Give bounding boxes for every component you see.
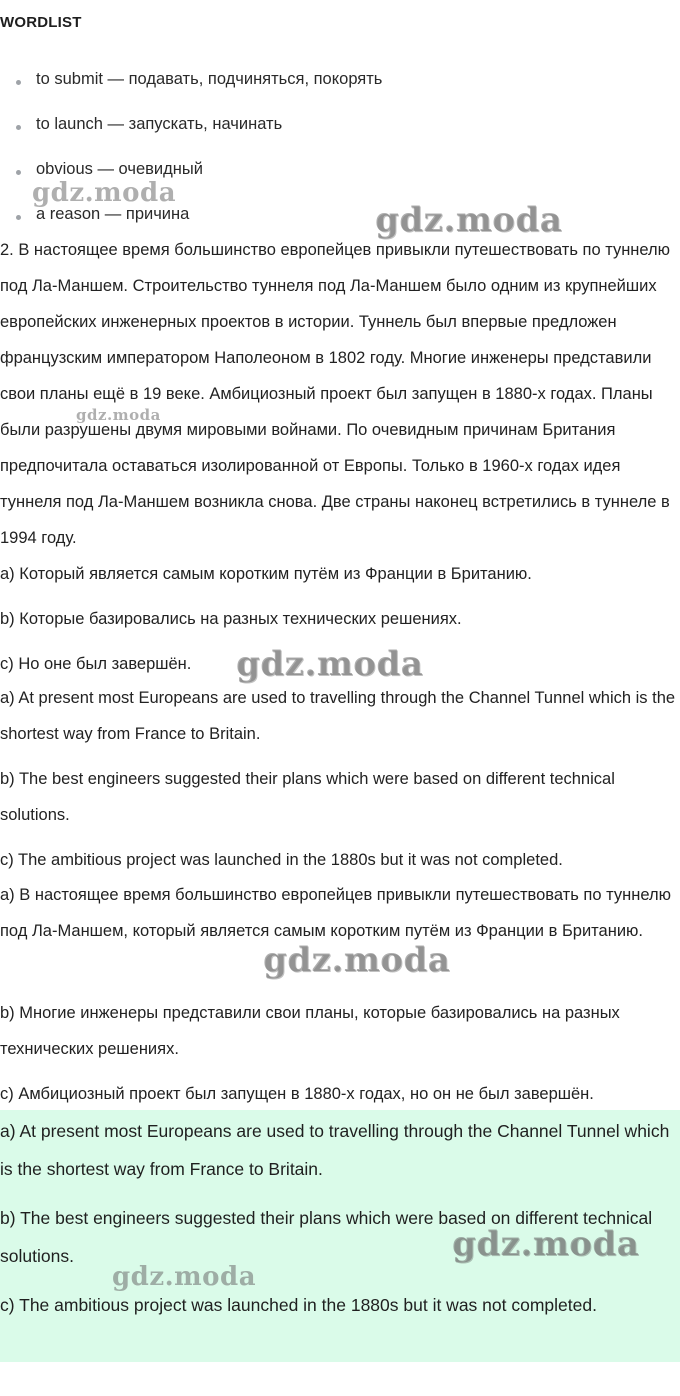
answer-ru: b) Многие инженеры представили свои планы, которые базировались на разных технических решениях. — [0, 1004, 620, 1058]
final-answer-en: b) The best engineers suggested their plans which were based on different technical solutions. — [0, 1208, 653, 1266]
wordlist-item: to launch — запускать, начинать — [36, 115, 283, 133]
final-answer-en: a) At present most Europeans are used to travelling through the Channel Tunnel which is the shortest way from France to Britain. — [0, 1121, 670, 1179]
bullet — [16, 215, 21, 220]
watermark: gdz.moda — [452, 1224, 640, 1264]
wordlist-item: a reason — причина — [36, 205, 190, 223]
clause-ru: a) Который является самым коротким путём из Франции в Британию. — [0, 565, 532, 583]
bullet — [16, 80, 21, 85]
watermark: gdz.moda — [76, 406, 161, 424]
bullet — [16, 170, 21, 175]
watermark: gdz.moda — [375, 200, 563, 240]
watermark: gdz.moda — [32, 178, 177, 208]
translation-paragraph: 2. В настоящее время большинство европейцев привыкли путешествовать по туннелю под Ла-Маншем. Строительство туннеля под Ла-Маншем было одним из крупнейших европейских инженерных проектов в истории. Туннель был впервые предложен французским императором Наполеоном в 1802 году. Многие инженеры представили свои планы ещё в 19 веке. Амбициозный проект был запущен в 1880-х годах. Планы были разрушены двумя мировыми войнами. По очевидным причинам Британия предпочитала оставаться изолированной от Европы. Только в 1960-х годах идея туннеля под Ла-Маншем возникла снова. Две страны наконец встретились в туннеле в 1994 году. — [0, 241, 671, 547]
wordlist-item: to submit — подавать, подчиняться, покорять — [36, 70, 383, 88]
wordlist-item: obvious — очевидный — [36, 160, 203, 178]
answer-ru: c) Амбициозный проект был запущен в 1880-х годах, но он не был завершён. — [0, 1085, 594, 1103]
watermark: gdz.moda — [112, 1262, 257, 1292]
answer-en: c) The ambitious project was launched in the 1880s but it was not completed. — [0, 851, 563, 869]
clause-ru: c) Но оне был завершён. — [0, 655, 192, 673]
clause-ru: b) Которые базировались на разных технических решениях. — [0, 610, 462, 628]
watermark: gdz.moda — [236, 644, 424, 684]
bullet — [16, 125, 21, 130]
final-answer-en: c) The ambitious project was launched in the 1880s but it was not completed. — [0, 1295, 597, 1315]
wordlist-heading: WORDLIST — [0, 14, 82, 31]
answer-en: b) The best engineers suggested their plans which were based on different technical solutions. — [0, 770, 615, 824]
watermark: gdz.moda — [263, 940, 451, 980]
answer-ru: a) В настоящее время большинство европейцев привыкли путешествовать по туннелю под Ла-Маншем, который является самым коротким путём из Франции в Британию. — [0, 886, 671, 940]
answer-en: a) At present most Europeans are used to travelling through the Channel Tunnel which is the shortest way from France to Britain. — [0, 689, 676, 743]
